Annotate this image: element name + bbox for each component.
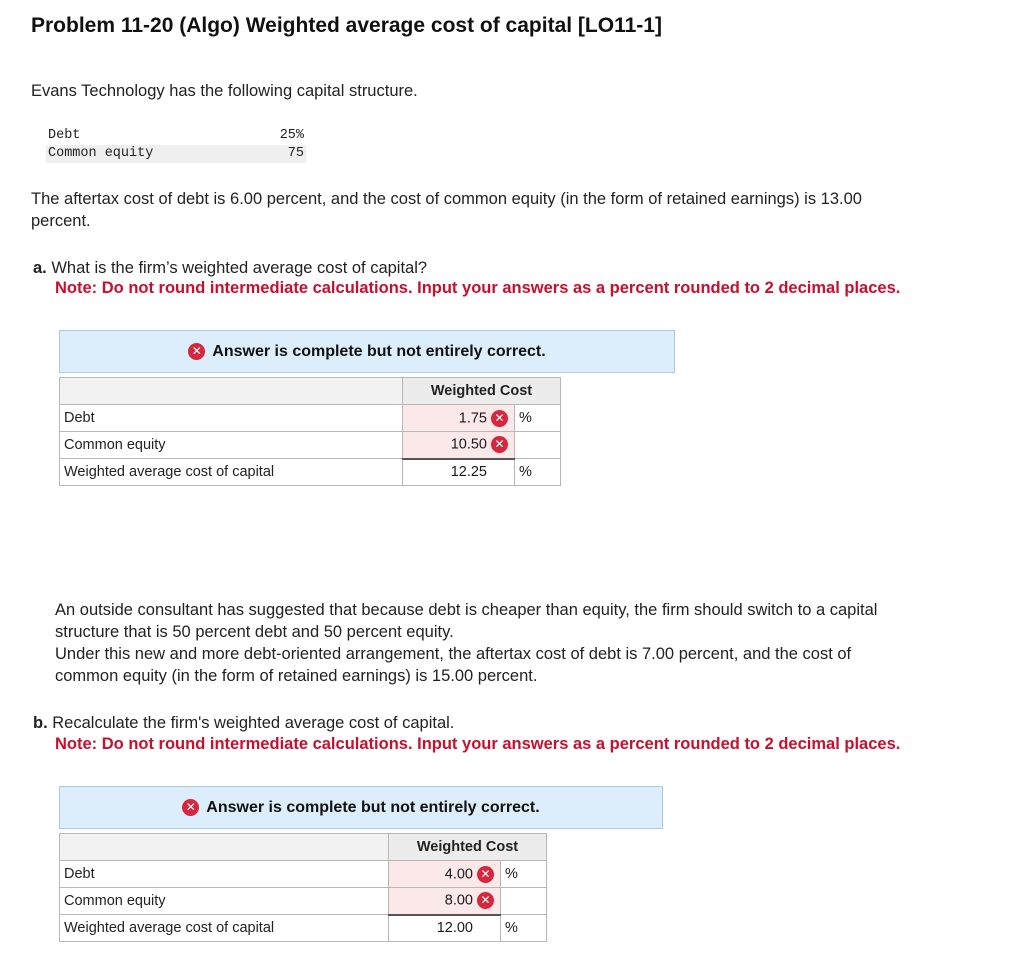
consultant-line: structure that is 50 percent debt and 50 percent equity. bbox=[55, 623, 454, 641]
capital-structure-value: 25% bbox=[279, 128, 304, 143]
x-circle-icon: ✕ bbox=[477, 892, 494, 909]
row-label: Debt bbox=[60, 405, 403, 432]
part-a-letter: a. bbox=[33, 259, 47, 277]
capital-structure-value: 75 bbox=[174, 145, 306, 163]
equity-weighted-cost-input[interactable]: 8.00 ✕ bbox=[389, 888, 501, 915]
x-circle-icon: ✕ bbox=[188, 343, 205, 360]
percent-unit: % bbox=[501, 915, 547, 942]
banner-text: Answer is complete but not entirely correct. bbox=[206, 798, 540, 816]
capital-structure-row bbox=[46, 127, 306, 145]
percent-unit: % bbox=[515, 459, 561, 486]
consultant-line: Under this new and more debt-oriented arrangement, the aftertax cost of debt is 7.00 percent, and the cost of bbox=[55, 645, 852, 663]
costs-paragraph bbox=[31, 188, 1016, 232]
row-label: Debt bbox=[60, 861, 389, 888]
table-row bbox=[60, 861, 547, 888]
intro-text: Evans Technology has the following capital structure. bbox=[31, 82, 418, 100]
percent-unit bbox=[515, 432, 561, 459]
percent-unit: % bbox=[515, 405, 561, 432]
debt-weighted-cost-input[interactable]: 1.75 ✕ bbox=[403, 405, 515, 432]
table-row bbox=[60, 915, 547, 942]
header-blank-cell bbox=[60, 378, 403, 405]
capital-structure-row bbox=[46, 145, 306, 163]
table-row bbox=[60, 405, 561, 432]
wacc-input[interactable]: 12.00 bbox=[389, 915, 501, 942]
capital-structure-label: Debt bbox=[48, 128, 81, 143]
part-a-question-text: What is the firm’s weighted average cost of capital? bbox=[51, 259, 428, 277]
part-b-question bbox=[33, 712, 454, 734]
page-title: Problem 11-20 (Algo) Weighted average cost of capital [LO11-1] bbox=[31, 14, 662, 37]
part-b-question-text: Recalculate the firm's weighted average cost of capital. bbox=[52, 714, 455, 732]
row-label: Weighted average cost of capital bbox=[60, 915, 389, 942]
table-row bbox=[60, 432, 561, 459]
row-label: Common equity bbox=[60, 888, 389, 915]
consultant-line: An outside consultant has suggested that because debt is cheaper than equity, the firm should switch to a capital bbox=[55, 601, 878, 619]
debt-weighted-cost-input[interactable]: 4.00 ✕ bbox=[389, 861, 501, 888]
part-b-note: Note: Do not round intermediate calculations. Input your answers as a percent rounded to 2 decimal places. bbox=[55, 735, 901, 753]
x-circle-icon: ✕ bbox=[182, 799, 199, 816]
row-label: Common equity bbox=[60, 432, 403, 459]
part-b-result-banner bbox=[59, 786, 663, 829]
consultant-line: common equity (in the form of retained earnings) is 15.00 percent. bbox=[55, 667, 538, 685]
part-a-question bbox=[33, 257, 427, 279]
wacc-input[interactable]: 12.25 bbox=[403, 459, 515, 486]
part-a-answer-table bbox=[59, 377, 561, 486]
percent-unit bbox=[501, 888, 547, 915]
capital-structure-table bbox=[46, 127, 306, 163]
part-a-result-banner bbox=[59, 330, 675, 373]
percent-unit: % bbox=[501, 861, 547, 888]
consultant-paragraph bbox=[55, 599, 1020, 687]
part-b-answer-table bbox=[59, 833, 547, 942]
x-circle-icon: ✕ bbox=[491, 436, 508, 453]
capital-structure-label: Common equity bbox=[46, 145, 174, 163]
banner-text: Answer is complete but not entirely correct. bbox=[212, 342, 546, 360]
table-header-row bbox=[60, 378, 561, 405]
part-b-letter: b. bbox=[33, 714, 48, 732]
costs-line: The aftertax cost of debt is 6.00 percent, and the cost of common equity (in the form of retained earnings) is 13.00 bbox=[31, 190, 862, 208]
row-label: Weighted average cost of capital bbox=[60, 459, 403, 486]
equity-weighted-cost-input[interactable]: 10.50 ✕ bbox=[403, 432, 515, 459]
part-a-note: Note: Do not round intermediate calculations. Input your answers as a percent rounded to 2 decimal places. bbox=[55, 279, 901, 297]
weighted-cost-header: Weighted Cost bbox=[403, 378, 561, 405]
header-blank-cell bbox=[60, 834, 389, 861]
x-circle-icon: ✕ bbox=[491, 410, 508, 427]
weighted-cost-header: Weighted Cost bbox=[389, 834, 547, 861]
x-circle-icon: ✕ bbox=[477, 866, 494, 883]
table-row bbox=[60, 459, 561, 486]
table-header-row bbox=[60, 834, 547, 861]
costs-line: percent. bbox=[31, 212, 91, 230]
table-row bbox=[60, 888, 547, 915]
